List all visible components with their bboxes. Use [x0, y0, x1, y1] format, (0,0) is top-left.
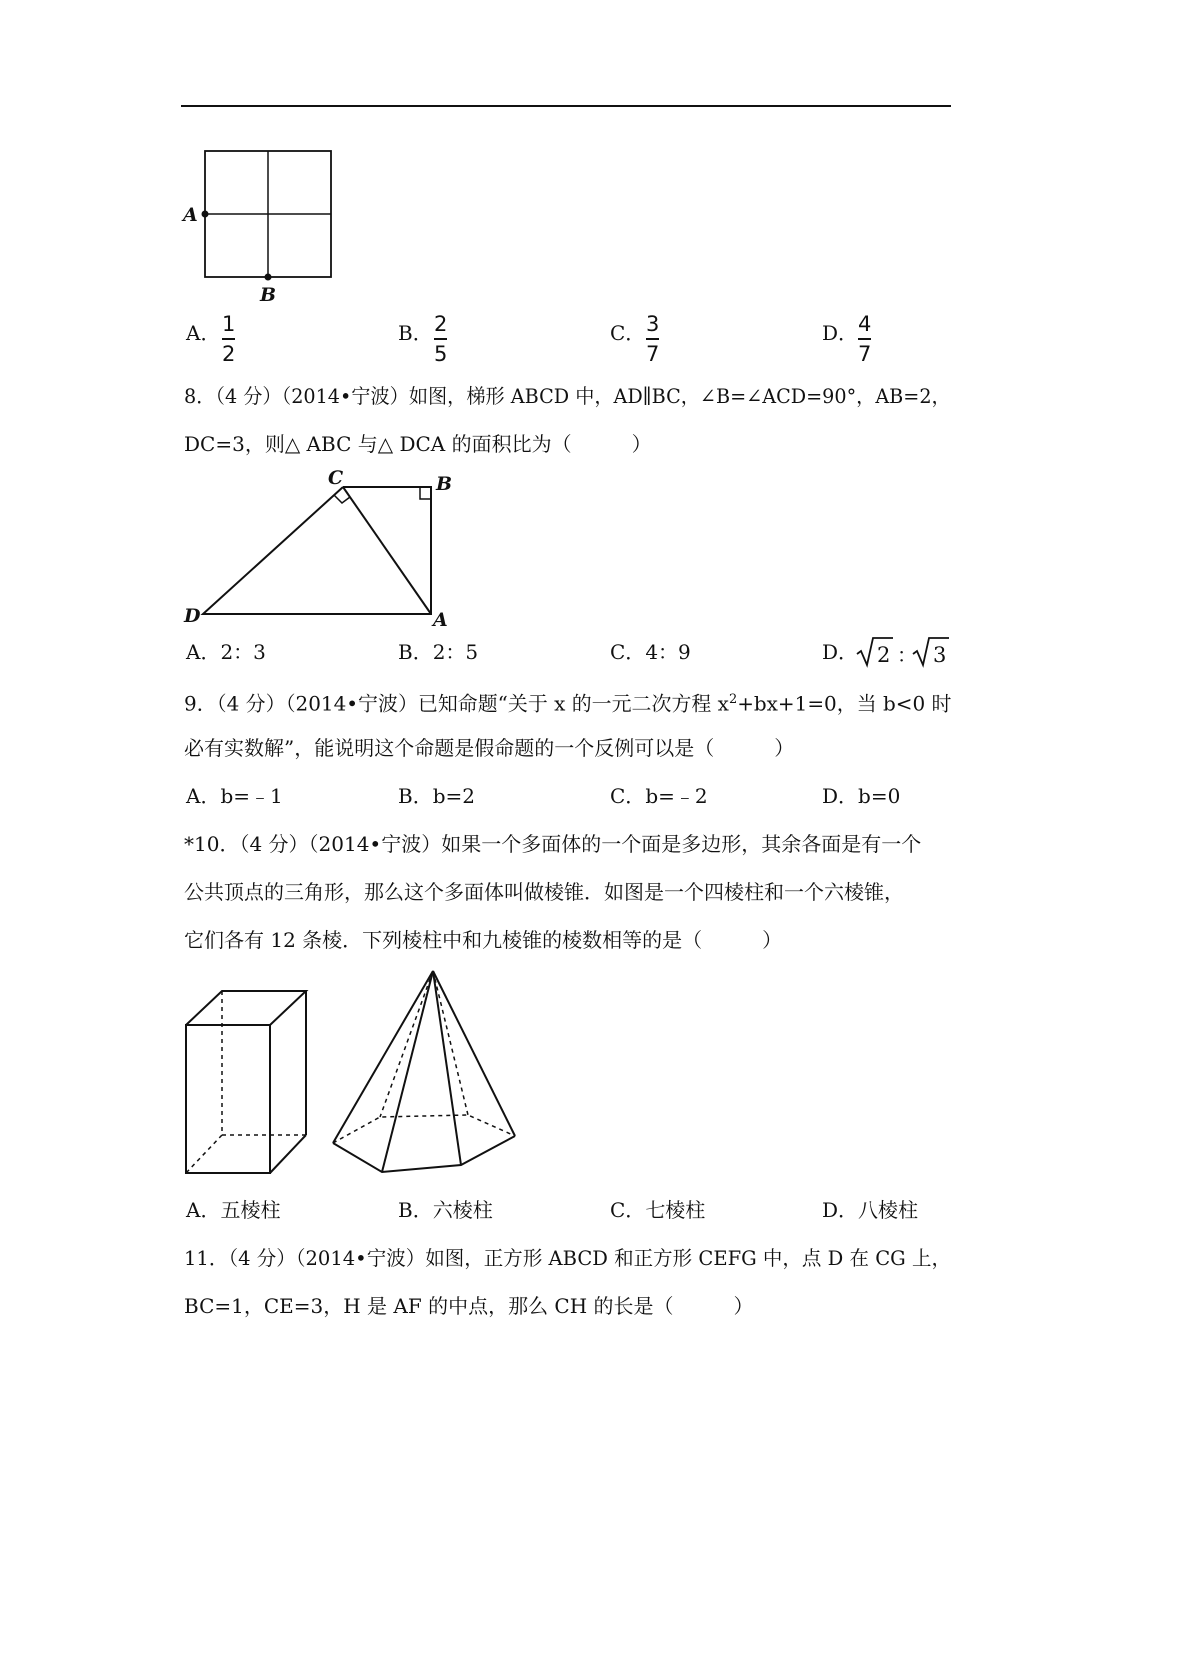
option-letter: B． [398, 784, 433, 808]
option-text: 4：9 [645, 640, 691, 664]
pyramid-hidden-base [333, 1115, 515, 1143]
q7-fraction-a [222, 312, 235, 366]
header-rule [181, 105, 951, 107]
diagonal-ca [343, 487, 431, 614]
fraction-bar [434, 338, 447, 340]
option-letter: B． [398, 640, 433, 664]
pyramid-visible-base [333, 1136, 515, 1172]
option-letter: D． [822, 784, 859, 808]
label-c: C [328, 467, 344, 489]
q10-quadrangular-prism-figure [180, 985, 315, 1180]
denominator: 7 [858, 341, 872, 366]
option-letter: B． [398, 321, 433, 345]
q7-fraction-d [858, 312, 871, 366]
numerator: 4 [858, 312, 872, 336]
radicand-1: 2 [877, 643, 891, 667]
q9-option-a [186, 784, 283, 808]
option-text: b=﹣1 [220, 784, 283, 808]
q10-question-line-1: *10．（4 分）（2014•宁波）如果一个多面体的一个面是多边形，其余各面是有一个 [184, 832, 922, 856]
q7-fraction-c [646, 312, 659, 366]
option-text: 2：3 [220, 640, 266, 664]
q9-question-line-1 [184, 688, 951, 716]
pyramid-edge-2 [382, 971, 433, 1172]
q7-grid-figure [180, 148, 340, 308]
prism-bottom-right-edge [270, 1135, 306, 1173]
q8-option-a [186, 640, 266, 664]
option-letter: C． [610, 784, 646, 808]
fraction-bar [222, 338, 235, 340]
ratio-colon: ： [897, 643, 917, 667]
prism-top-back-edges [186, 991, 306, 1025]
option-letter: D． [822, 640, 859, 664]
option-text: 七棱柱 [645, 1198, 706, 1222]
q10-hexagonal-pyramid-figure [325, 965, 525, 1180]
option-text: b=﹣2 [645, 784, 708, 808]
q7-option-c [610, 321, 645, 345]
q9-line-1-pre: 9．（4 分）（2014•宁波）已知命题“关于 x 的一元二次方程 x [184, 691, 729, 716]
q8-option-c [610, 640, 691, 664]
q7-option-b [398, 321, 433, 345]
option-letter: D． [822, 321, 859, 345]
numerator: 1 [222, 312, 236, 336]
label-a: A [433, 609, 448, 631]
q11-question-line-1: 11．（4 分）（2014•宁波）如图，正方形 ABCD 和正方形 CEFG 中，点 D 在 CG 上， [184, 1246, 951, 1270]
option-letter: B． [398, 1198, 433, 1222]
prism-front-face [186, 1025, 270, 1173]
q11-question-line-2: BC=1，CE=3，H 是 AF 的中点，那么 CH 的长是（ ） [184, 1294, 754, 1318]
q7-fraction-b [434, 312, 447, 366]
trapezoid-outline [203, 487, 431, 614]
pyramid-hidden-edge-1 [380, 971, 433, 1117]
denominator: 7 [646, 341, 660, 366]
option-text: b=2 [432, 784, 475, 808]
option-letter: D． [822, 1198, 859, 1222]
q9-question-line-2: 必有实数解”，能说明这个命题是假命题的一个反例可以是（ ） [184, 736, 795, 760]
right-angle-mark-b [420, 487, 431, 499]
fraction-bar [646, 338, 659, 340]
radicand-2: 3 [933, 643, 947, 667]
q10-option-c [610, 1198, 705, 1222]
denominator: 5 [434, 341, 448, 366]
option-text: 八棱柱 [858, 1198, 919, 1222]
option-letter: A． [186, 784, 221, 808]
label-d: D [184, 605, 201, 627]
option-text: 五棱柱 [220, 1198, 281, 1222]
q10-option-a [186, 1198, 280, 1222]
option-letter: C． [610, 640, 646, 664]
right-angle-mark-c [334, 495, 350, 503]
q8-question-line-2: DC=3，则△ ABC 与△ DCA 的面积比为（ ） [184, 432, 652, 456]
q9-option-c [610, 784, 708, 808]
q8-trapezoid-figure [180, 466, 470, 632]
option-text: 六棱柱 [432, 1198, 493, 1222]
numerator: 3 [646, 312, 660, 336]
q10-question-line-3: 它们各有 12 条棱．下列棱柱中和九棱锥的棱数相等的是（ ） [184, 928, 783, 952]
option-letter: A． [186, 321, 221, 345]
fraction-bar [858, 338, 871, 340]
option-letter: A． [186, 640, 221, 664]
q9-line-1-post: +bx+1=0，当 b<0 时 [737, 691, 952, 716]
option-letter: C． [610, 1198, 646, 1222]
q8-option-b [398, 640, 478, 664]
q9-exponent: 2 [728, 692, 738, 707]
q8-question-line-1: 8．（4 分）（2014•宁波）如图，梯形 ABCD 中，AD∥BC，∠B=∠ACD=90°，AB=2， [184, 384, 951, 408]
label-b: B [436, 473, 453, 495]
label-a: A [183, 204, 198, 226]
denominator: 2 [222, 341, 236, 366]
point-b [265, 274, 272, 281]
prism-hidden-bottom-left [186, 1135, 222, 1173]
q7-option-a [186, 321, 220, 345]
option-letter: C． [610, 321, 646, 345]
q10-option-d [822, 1198, 918, 1222]
label-b: B [260, 284, 277, 306]
q10-question-line-2: 公共顶点的三角形，那么这个多面体叫做棱锥．如图是一个四棱柱和一个六棱锥， [184, 880, 904, 904]
point-a [202, 211, 209, 218]
q9-option-b [398, 784, 475, 808]
option-letter: A． [186, 1198, 221, 1222]
option-text: 2：5 [432, 640, 479, 664]
option-text: b=0 [858, 784, 901, 808]
q8-option-d [822, 640, 858, 664]
q8-option-d-radicals [855, 634, 951, 670]
numerator: 2 [434, 312, 448, 336]
q7-option-d [822, 321, 858, 345]
q9-option-d [822, 784, 900, 808]
q10-option-b [398, 1198, 493, 1222]
